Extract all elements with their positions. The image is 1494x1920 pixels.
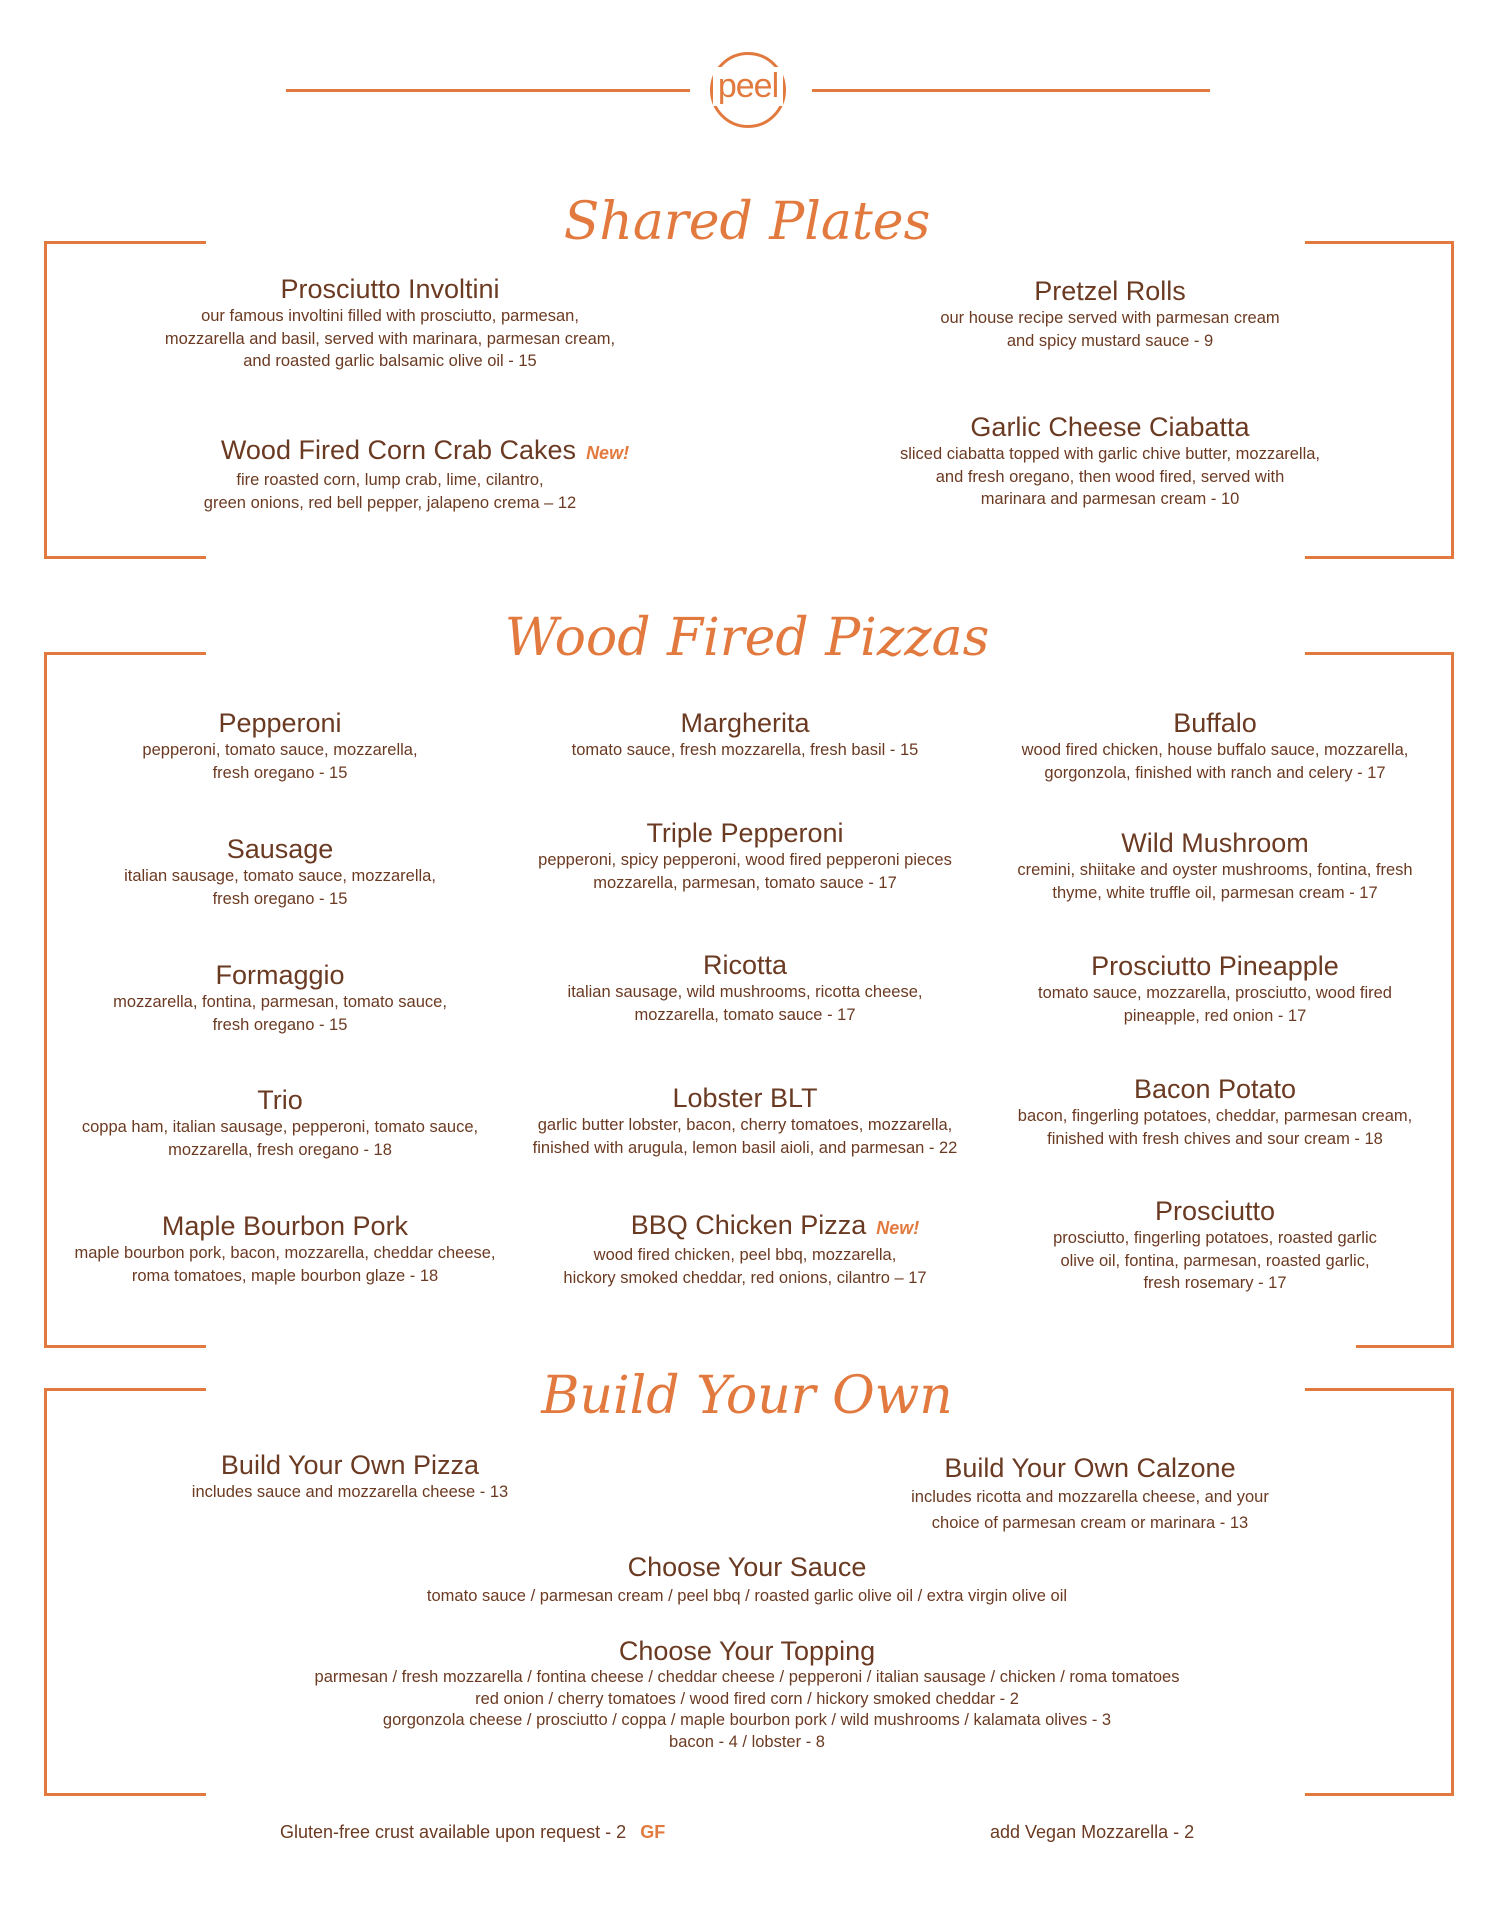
menu-item-lobster-blt xyxy=(510,1082,980,1159)
item-desc: includes ricotta and mozzarella cheese, and your choice of parmesan cream or marinara - 13 xyxy=(911,1488,1269,1532)
item-name: Prosciutto Pineapple xyxy=(1091,951,1339,981)
item-name: Garlic Cheese Ciabatta xyxy=(970,412,1250,442)
menu-item-prosciutto xyxy=(990,1195,1440,1295)
menu-item-bacon-potato xyxy=(990,1073,1440,1150)
section-title-shared-plates: Shared Plates xyxy=(563,192,931,252)
item-name: Buffalo xyxy=(1173,708,1257,738)
menu-item-prosciutto-pineapple xyxy=(990,950,1440,1027)
header-rule-left xyxy=(286,89,690,92)
shared-frame-right xyxy=(1451,241,1454,559)
item-desc: tomato sauce / parmesan cream / peel bbq / roasted garlic olive oil / extra virgin olive oil xyxy=(426,1587,1068,1605)
shared-frame-br xyxy=(1305,556,1454,559)
item-name: Trio xyxy=(257,1085,303,1115)
item-desc: garlic butter lobster, bacon, cherry tomatoes, mozzarella, finished with arugula, lemon basil aioli, and parmesan - 22 xyxy=(532,1116,958,1157)
item-name: Bacon Potato xyxy=(1133,1074,1297,1104)
item-name: Sausage xyxy=(226,834,334,864)
item-name: Choose Your Sauce xyxy=(627,1552,867,1582)
item-desc: wood fired chicken, peel bbq, mozzarella, hickory smoked cheddar, red onions, cilantro – 17 xyxy=(563,1246,927,1287)
menu-item-prosciutto-involtini xyxy=(130,273,650,373)
menu-item-pepperoni xyxy=(60,707,500,784)
build-frame-bl xyxy=(44,1793,206,1796)
item-desc: parmesan / fresh mozzarella / fontina cheese / cheddar cheese / pepperoni / italian sausage / chicken / roma tomatoes red onion / cherry tomatoes / wood fired corn / hickory smoked cheddar - 2 gorgonzola cheese / prosciutto / coppa / maple bourbon pork / wild mushrooms / kalamata olives - 3 bacon - 4 / lobster - 8 xyxy=(314,1668,1180,1751)
gluten-free-note xyxy=(280,1822,665,1843)
section-title-build: Build Your Own xyxy=(541,1366,953,1426)
header-rule-right xyxy=(812,89,1210,92)
menu-item-choose-topping xyxy=(197,1635,1297,1753)
menu-item-triple-pepperoni xyxy=(510,817,980,894)
build-frame-right xyxy=(1451,1388,1454,1796)
item-desc: pepperoni, spicy pepperoni, wood fired pepperoni pieces mozzarella, parmesan, tomato sauce - 17 xyxy=(538,851,952,892)
item-desc: italian sausage, tomato sauce, mozzarella, fresh oregano - 15 xyxy=(124,867,436,908)
item-desc: our famous involtini filled with prosciutto, parmesan, mozzarella and basil, served with marinara, parmesan cream, and roasted garlic balsamic olive oil - 15 xyxy=(164,307,616,370)
menu-item-sausage xyxy=(60,833,500,910)
item-desc: our house recipe served with parmesan cream and spicy mustard sauce - 9 xyxy=(940,309,1280,350)
gluten-free-icon: GF xyxy=(640,1822,666,1842)
item-name: Margherita xyxy=(680,708,810,738)
item-name: Wood Fired Corn Crab Cakes New! xyxy=(220,435,630,465)
item-name: Triple Pepperoni xyxy=(646,818,844,848)
shared-frame-bl xyxy=(44,556,206,559)
menu-item-buffalo xyxy=(990,707,1440,784)
item-desc: maple bourbon pork, bacon, mozzarella, cheddar cheese, roma tomatoes, maple bourbon glaze - 18 xyxy=(74,1244,496,1285)
item-desc: sliced ciabatta topped with garlic chive butter, mozzarella, and fresh oregano, then wood fired, served with marinara and parmesan cream - 10 xyxy=(899,445,1321,508)
menu-item-build-calzone xyxy=(870,1452,1310,1536)
logo-text: peel xyxy=(713,67,783,106)
item-name: Pepperoni xyxy=(218,708,342,738)
menu-item-choose-sauce xyxy=(247,1551,1247,1608)
menu-item-garlic-cheese-ciabatta xyxy=(850,411,1370,511)
item-name: Formaggio xyxy=(215,960,345,990)
menu-item-ricotta xyxy=(510,949,980,1026)
item-desc: wood fired chicken, house buffalo sauce, mozzarella, gorgonzola, finished with ranch and celery - 17 xyxy=(1021,741,1409,782)
menu-item-bbq-chicken xyxy=(510,1209,980,1289)
menu-item-trio xyxy=(50,1084,510,1161)
build-frame-br xyxy=(1305,1793,1454,1796)
pizza-frame-bl xyxy=(44,1345,206,1348)
item-desc: tomato sauce, mozzarella, prosciutto, wood fired pineapple, red onion - 17 xyxy=(1037,984,1392,1025)
pizza-frame-right xyxy=(1451,652,1454,1348)
pizza-frame-left xyxy=(44,652,47,1348)
section-title-pizzas: Wood Fired Pizzas xyxy=(504,608,990,668)
item-name: Prosciutto Involtini xyxy=(280,274,500,304)
item-name: Build Your Own Pizza xyxy=(220,1450,480,1480)
item-desc: prosciutto, fingerling potatoes, roasted garlic olive oil, fontina, parmesan, roasted garlic, fresh rosemary - 17 xyxy=(1053,1229,1377,1292)
new-badge: New! xyxy=(586,443,630,463)
menu-item-margherita xyxy=(510,707,980,762)
item-desc: coppa ham, italian sausage, pepperoni, tomato sauce, mozzarella, fresh oregano - 18 xyxy=(81,1118,479,1159)
shared-frame-left xyxy=(44,241,47,559)
item-desc: italian sausage, wild mushrooms, ricotta cheese, mozzarella, tomato sauce - 17 xyxy=(567,983,923,1024)
new-badge: New! xyxy=(876,1218,920,1238)
menu-item-wild-mushroom xyxy=(990,827,1440,904)
peel-logo xyxy=(710,52,786,128)
item-name: Maple Bourbon Pork xyxy=(161,1211,409,1241)
item-name: Lobster BLT xyxy=(672,1083,818,1113)
item-name: Choose Your Topping xyxy=(618,1636,876,1666)
item-desc: fire roasted corn, lump crab, lime, cilantro, green onions, red bell pepper, jalapeno crema – 12 xyxy=(203,471,577,512)
build-frame-left xyxy=(44,1388,47,1796)
item-name: Pretzel Rolls xyxy=(1034,276,1186,306)
item-desc: includes sauce and mozzarella cheese - 13 xyxy=(191,1483,509,1501)
item-desc: cremini, shiitake and oyster mushrooms, fontina, fresh thyme, white truffle oil, parmesan cream - 17 xyxy=(1017,861,1413,902)
item-desc: bacon, fingerling potatoes, cheddar, parmesan cream, finished with fresh chives and sour cream - 18 xyxy=(1017,1107,1413,1148)
menu-item-pretzel-rolls xyxy=(850,275,1370,352)
item-desc: pepperoni, tomato sauce, mozzarella, fresh oregano - 15 xyxy=(142,741,418,782)
item-desc: mozzarella, fontina, parmesan, tomato sauce, fresh oregano - 15 xyxy=(113,993,447,1034)
menu-item-crab-cakes xyxy=(150,434,630,514)
pizza-frame-br xyxy=(1356,1345,1454,1348)
menu-item-maple-bourbon-pork xyxy=(50,1210,520,1287)
item-name: BBQ Chicken Pizza New! xyxy=(630,1210,920,1240)
item-name: Prosciutto xyxy=(1154,1196,1276,1226)
vegan-note: add Vegan Mozzarella - 2 xyxy=(990,1822,1195,1842)
item-name: Build Your Own Calzone xyxy=(944,1453,1236,1483)
item-name: Ricotta xyxy=(702,950,788,980)
item-name: Wild Mushroom xyxy=(1121,828,1309,858)
item-desc: tomato sauce, fresh mozzarella, fresh basil - 15 xyxy=(571,741,919,759)
menu-item-formaggio xyxy=(60,959,500,1036)
menu-item-build-pizza xyxy=(130,1449,570,1504)
gluten-free-text: Gluten-free crust available upon request - 2 xyxy=(280,1822,627,1842)
